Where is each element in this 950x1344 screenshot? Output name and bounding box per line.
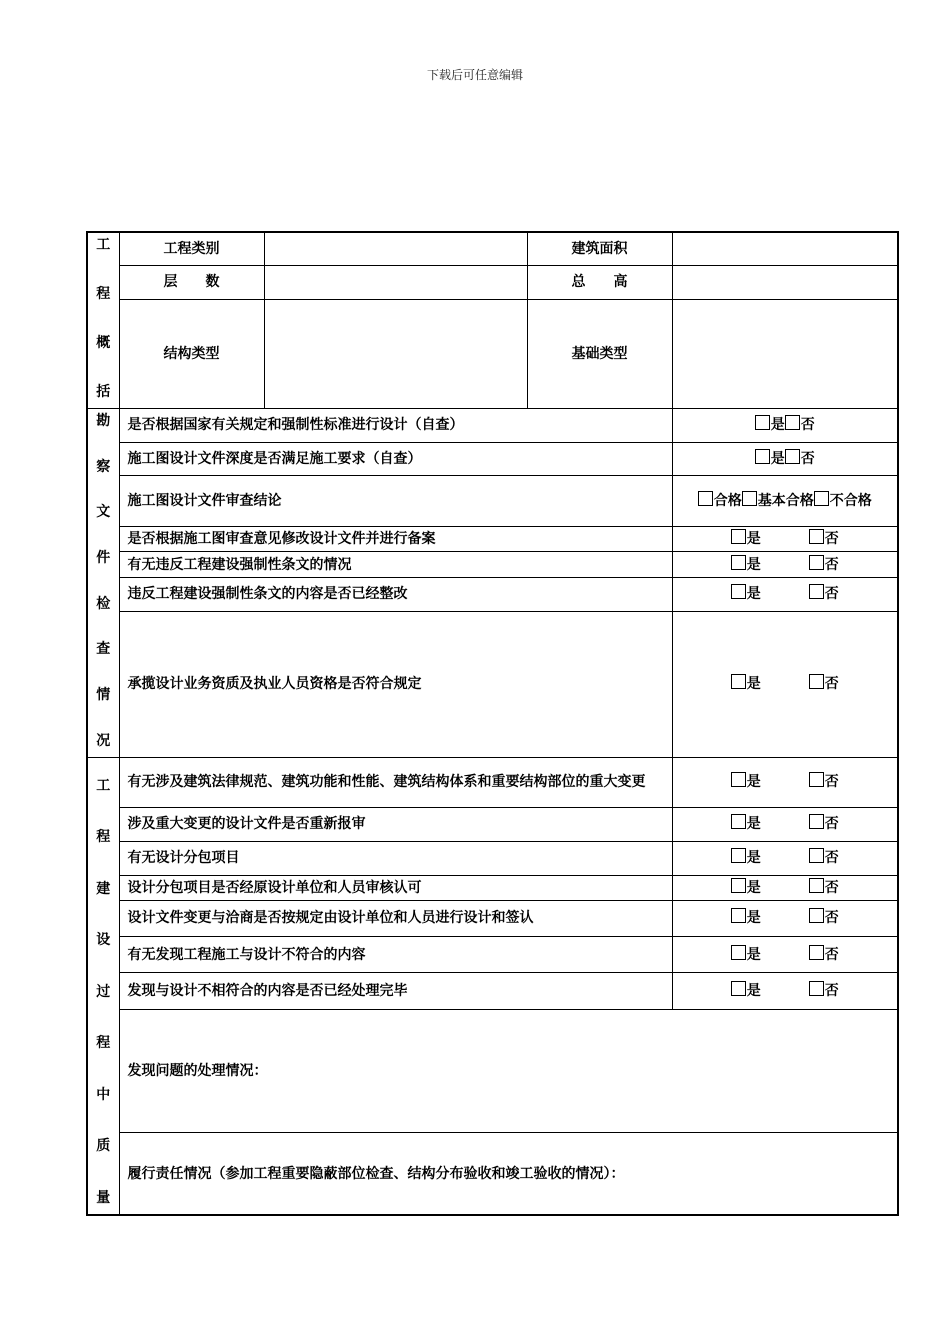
question-row: 有无发现工程施工与设计不符合的内容	[119, 937, 672, 973]
checkbox-no[interactable]	[785, 415, 800, 430]
inspection-form	[86, 231, 899, 1216]
question-row: 有无设计分包项目	[119, 842, 672, 876]
answer-cell: 是 否	[672, 876, 898, 901]
field-project-category[interactable]	[264, 232, 527, 265]
checkbox-yes[interactable]	[731, 945, 746, 960]
checkbox-basic-pass[interactable]	[742, 491, 757, 506]
checkbox-no[interactable]	[809, 814, 824, 829]
question-row: 是否根据国家有关规定和强制性标准进行设计（自查）	[119, 409, 672, 443]
answer-cell: 是 否	[672, 409, 898, 443]
checkbox-no[interactable]	[809, 555, 824, 570]
field-structure-type[interactable]	[264, 300, 527, 409]
checkbox-yes[interactable]	[755, 415, 770, 430]
issues-handling-field[interactable]: 发现问题的处理情况：	[119, 1010, 898, 1133]
question-row: 有无违反工程建设强制性条文的情况	[119, 552, 672, 578]
duty-performance-field[interactable]: 履行责任情况（参加工程重要隐蔽部位检查、结构分布验收和竣工验收的情况）：	[119, 1133, 898, 1215]
question-row: 涉及重大变更的设计文件是否重新报审	[119, 808, 672, 842]
question-row: 有无涉及建筑法律规范、建筑功能和性能、建筑结构体系和重要结构部位的重大变更	[119, 758, 672, 808]
question-row: 施工图设计文件深度是否满足施工要求（自查）	[119, 443, 672, 476]
section-label-construction: 工 程 建 设 过 程 中 质 量	[87, 758, 119, 1216]
checkbox-yes[interactable]	[731, 981, 746, 996]
checkbox-yes[interactable]	[731, 878, 746, 893]
checkbox-yes[interactable]	[731, 584, 746, 599]
answer-cell: 是 否	[672, 758, 898, 808]
header-note: 下载后可任意编辑	[426, 68, 523, 82]
checkbox-no[interactable]	[809, 529, 824, 544]
checkbox-no[interactable]	[809, 908, 824, 923]
answer-cell: 是 否	[672, 611, 898, 757]
checkbox-no[interactable]	[809, 945, 824, 960]
label-project-category: 工程类别	[119, 232, 264, 265]
checkbox-no[interactable]	[785, 449, 800, 464]
question-row: 承揽设计业务资质及执业人员资格是否符合规定	[119, 611, 672, 757]
checkbox-no[interactable]	[809, 878, 824, 893]
checkbox-pass[interactable]	[698, 491, 713, 506]
checkbox-yes[interactable]	[731, 908, 746, 923]
answer-cell: 是 否	[672, 808, 898, 842]
answer-cell: 是 否	[672, 443, 898, 476]
label-building-area: 建筑面积	[527, 232, 672, 265]
answer-cell: 是 否	[672, 973, 898, 1010]
checkbox-yes[interactable]	[731, 772, 746, 787]
question-row: 是否根据施工图审查意见修改设计文件并进行备案	[119, 527, 672, 552]
checkbox-no[interactable]	[809, 848, 824, 863]
checkbox-yes[interactable]	[755, 449, 770, 464]
checkbox-no[interactable]	[809, 584, 824, 599]
checkbox-yes[interactable]	[731, 529, 746, 544]
question-row: 设计文件变更与洽商是否按规定由设计单位和人员进行设计和签认	[119, 901, 672, 937]
label-floors: 层 数	[119, 265, 264, 299]
answer-cell: 是 否	[672, 842, 898, 876]
checkbox-no[interactable]	[809, 772, 824, 787]
checkbox-yes[interactable]	[731, 848, 746, 863]
field-building-area[interactable]	[672, 232, 898, 265]
question-row: 施工图设计文件审查结论	[119, 476, 672, 527]
label-total-height: 总 高	[527, 265, 672, 299]
answer-cell: 是 否	[672, 901, 898, 937]
checkbox-no[interactable]	[809, 674, 824, 689]
section-label-survey: 勘 察 文 件 检 查 情 况	[87, 409, 119, 758]
answer-cell-review: 合格 基本合格 不合格	[672, 476, 898, 527]
question-row: 发现与设计不相符合的内容是否已经处理完毕	[119, 973, 672, 1010]
checkbox-yes[interactable]	[731, 555, 746, 570]
checkbox-fail[interactable]	[814, 491, 829, 506]
checkbox-yes[interactable]	[731, 674, 746, 689]
answer-cell: 是 否	[672, 578, 898, 611]
answer-cell: 是 否	[672, 552, 898, 578]
label-structure-type: 结构类型	[119, 300, 264, 409]
field-total-height[interactable]	[672, 265, 898, 299]
label-foundation-type: 基础类型	[527, 300, 672, 409]
section-label-overview: 工 程 概 括	[87, 232, 119, 409]
checkbox-no[interactable]	[809, 981, 824, 996]
answer-cell: 是 否	[672, 527, 898, 552]
field-floors[interactable]	[264, 265, 527, 299]
question-row: 设计分包项目是否经原设计单位和人员审核认可	[119, 876, 672, 901]
answer-cell: 是 否	[672, 937, 898, 973]
checkbox-yes[interactable]	[731, 814, 746, 829]
question-row: 违反工程建设强制性条文的内容是否已经整改	[119, 578, 672, 611]
field-foundation-type[interactable]	[672, 300, 898, 409]
